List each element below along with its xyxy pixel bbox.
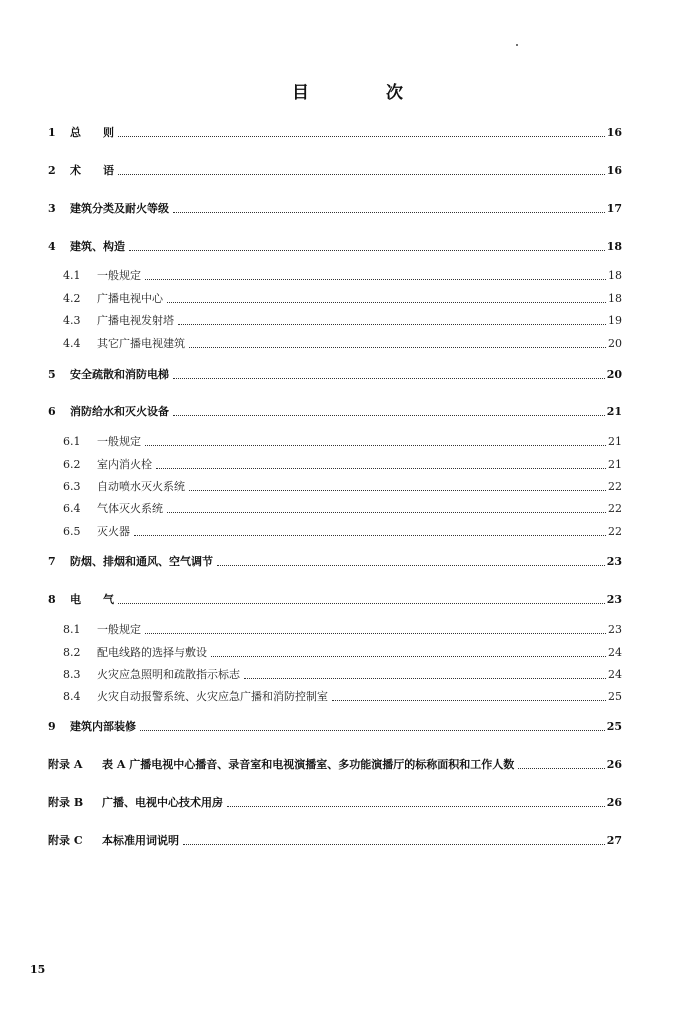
toc-entry[interactable] (63, 335, 622, 351)
dot-leader (227, 804, 605, 807)
dot-leader (183, 842, 605, 845)
toc-entry-page: 16 (606, 126, 622, 139)
dot-leader (129, 248, 605, 251)
toc-entry-page: 26 (606, 796, 622, 809)
toc-entry-page: 27 (606, 834, 622, 847)
toc-entry-page: 17 (606, 202, 622, 215)
toc-entry-title: 表 A 广播电视中心播音、录音室和电视演播室、多功能演播厅的标称面积和工作人数 (102, 758, 515, 771)
dot-leader (140, 728, 605, 731)
toc-entry-title: 灭火器 (97, 525, 130, 538)
dot-leader (178, 322, 606, 325)
toc-entry-title: 术 语 (70, 164, 114, 177)
toc-entry-page: 23 (608, 623, 622, 636)
toc-entry-number: 8.4 (63, 690, 81, 703)
dot-leader (167, 510, 606, 513)
toc-entry-page: 24 (608, 668, 622, 681)
toc-entry-title: 自动喷水灭火系统 (97, 480, 185, 493)
toc-entry-number: 7 (48, 555, 56, 568)
toc-entry-number: 9 (48, 720, 56, 733)
toc-entry-page: 25 (608, 690, 622, 703)
toc-entry-number: 4.1 (63, 269, 81, 282)
toc-entry[interactable] (48, 794, 622, 810)
toc-entry-number: 8.3 (63, 668, 81, 681)
toc-entry-title: 安全疏散和消防电梯 (70, 368, 169, 381)
toc-entry-title: 一般规定 (97, 269, 141, 282)
dot-leader (211, 654, 606, 657)
toc-entry-number: 4 (48, 240, 56, 253)
toc-entry-title: 火灾自动报警系统、火灾应急广播和消防控制室 (97, 690, 328, 703)
toc-entry-page: 22 (608, 502, 622, 515)
toc-entry-page: 26 (606, 758, 622, 771)
toc-entry[interactable] (48, 553, 622, 569)
toc-entry-title: 防烟、排烟和通风、空气调节 (70, 555, 213, 568)
toc-entry-page: 18 (608, 292, 622, 305)
toc-entry-number: 4.3 (63, 314, 81, 327)
toc-entry-number: 附录 C (48, 834, 83, 847)
dot-leader (173, 210, 605, 213)
toc-entry[interactable] (63, 267, 622, 283)
toc-entry-number: 6.1 (63, 435, 81, 448)
toc-entry-title: 总 则 (70, 126, 114, 139)
toc-entry[interactable] (63, 456, 622, 472)
toc-entry-page: 23 (606, 555, 622, 568)
toc-entry[interactable] (48, 124, 622, 140)
toc-entry-title: 广播、电视中心技术用房 (102, 796, 223, 809)
toc-entry-number: 8.1 (63, 623, 81, 636)
scan-speck (516, 44, 518, 46)
dot-leader (244, 676, 606, 679)
toc-entry-number: 6.3 (63, 480, 81, 493)
dot-leader (118, 134, 605, 137)
page-title: 目 次 (292, 83, 433, 103)
toc-entry[interactable] (63, 666, 622, 682)
toc-entry-title: 消防给水和灭火设备 (70, 405, 169, 418)
toc-entry-title: 一般规定 (97, 435, 141, 448)
toc-entry-page: 23 (606, 593, 622, 606)
toc-entry-title: 建筑、构造 (70, 240, 125, 253)
toc-entry[interactable] (63, 523, 622, 539)
toc-entry[interactable] (63, 478, 622, 494)
toc-entry-title: 建筑内部装修 (70, 720, 136, 733)
toc-entry[interactable] (48, 162, 622, 178)
dot-leader (167, 300, 606, 303)
toc-entry[interactable] (63, 290, 622, 306)
toc-entry-title: 建筑分类及耐火等级 (70, 202, 169, 215)
toc-entry-number: 8.2 (63, 646, 81, 659)
toc-entry-title: 一般规定 (97, 623, 141, 636)
toc-entry-number: 6.2 (63, 458, 81, 471)
toc-entry-number: 4.4 (63, 337, 81, 350)
toc-entry-page: 22 (608, 525, 622, 538)
toc-entry-number: 附录 B (48, 796, 84, 809)
toc-entry-title: 室内消火栓 (97, 458, 152, 471)
toc-entry-number: 3 (48, 202, 56, 215)
toc-entry-title: 气体灭火系统 (97, 502, 163, 515)
toc-entry-page: 22 (608, 480, 622, 493)
toc-entry-title: 其它广播电视建筑 (97, 337, 185, 350)
toc-entry-number: 8 (48, 593, 56, 606)
toc-entry-page: 21 (608, 458, 622, 471)
dot-leader (217, 563, 605, 566)
toc-entry[interactable] (48, 591, 622, 607)
toc-entry-title: 配电线路的选择与敷设 (97, 646, 207, 659)
toc-entry[interactable] (48, 756, 622, 772)
dot-leader (332, 698, 606, 701)
dot-leader (189, 488, 606, 491)
dot-leader (173, 413, 605, 416)
toc-entry[interactable] (63, 688, 622, 704)
dot-leader (156, 466, 606, 469)
dot-leader (518, 766, 604, 769)
toc-entry-title: 电 气 (70, 593, 114, 606)
dot-leader (145, 443, 606, 446)
dot-leader (145, 631, 606, 634)
toc-entry[interactable] (48, 238, 622, 254)
toc-entry-title: 广播电视中心 (97, 292, 163, 305)
toc-entry-page: 20 (606, 368, 622, 381)
toc-entry-page: 21 (606, 405, 622, 418)
toc-entry-page: 18 (606, 240, 622, 253)
toc-entry-page: 20 (608, 337, 622, 350)
toc-entry-page: 19 (608, 314, 622, 327)
toc-entry[interactable] (63, 433, 622, 449)
dot-leader (118, 172, 605, 175)
dot-leader (189, 345, 606, 348)
toc-entry-number: 4.2 (63, 292, 81, 305)
toc-entry-page: 18 (608, 269, 622, 282)
toc-entry[interactable] (63, 621, 622, 637)
dot-leader (173, 376, 605, 379)
toc-entry[interactable] (48, 832, 622, 848)
toc-entry-number: 6 (48, 405, 56, 418)
toc-entry[interactable] (63, 644, 622, 660)
toc-entry[interactable] (48, 200, 622, 216)
toc-entry-number: 2 (48, 164, 56, 177)
toc-entry-page: 25 (606, 720, 622, 733)
toc-entry[interactable] (48, 366, 622, 382)
toc-entry-page: 16 (606, 164, 622, 177)
toc-entry[interactable] (48, 718, 622, 734)
toc-entry-title: 本标准用词说明 (102, 834, 179, 847)
toc-entry-page: 21 (608, 435, 622, 448)
dot-leader (134, 533, 606, 536)
toc-entry[interactable] (48, 403, 622, 419)
toc-entry-number: 6.4 (63, 502, 81, 515)
dot-leader (145, 277, 606, 280)
toc-entry-number: 1 (48, 126, 56, 139)
toc-entry-title: 火灾应急照明和疏散指示标志 (97, 668, 240, 681)
page-number: 15 (30, 963, 46, 976)
toc-entry-number: 5 (48, 368, 56, 381)
toc-entry-title: 广播电视发射塔 (97, 314, 174, 327)
toc-entry-number: 6.5 (63, 525, 81, 538)
toc-entry[interactable] (63, 312, 622, 328)
toc-entry-number: 附录 A (48, 758, 83, 771)
dot-leader (118, 601, 605, 604)
toc-entry[interactable] (63, 500, 622, 516)
toc-entry-page: 24 (608, 646, 622, 659)
